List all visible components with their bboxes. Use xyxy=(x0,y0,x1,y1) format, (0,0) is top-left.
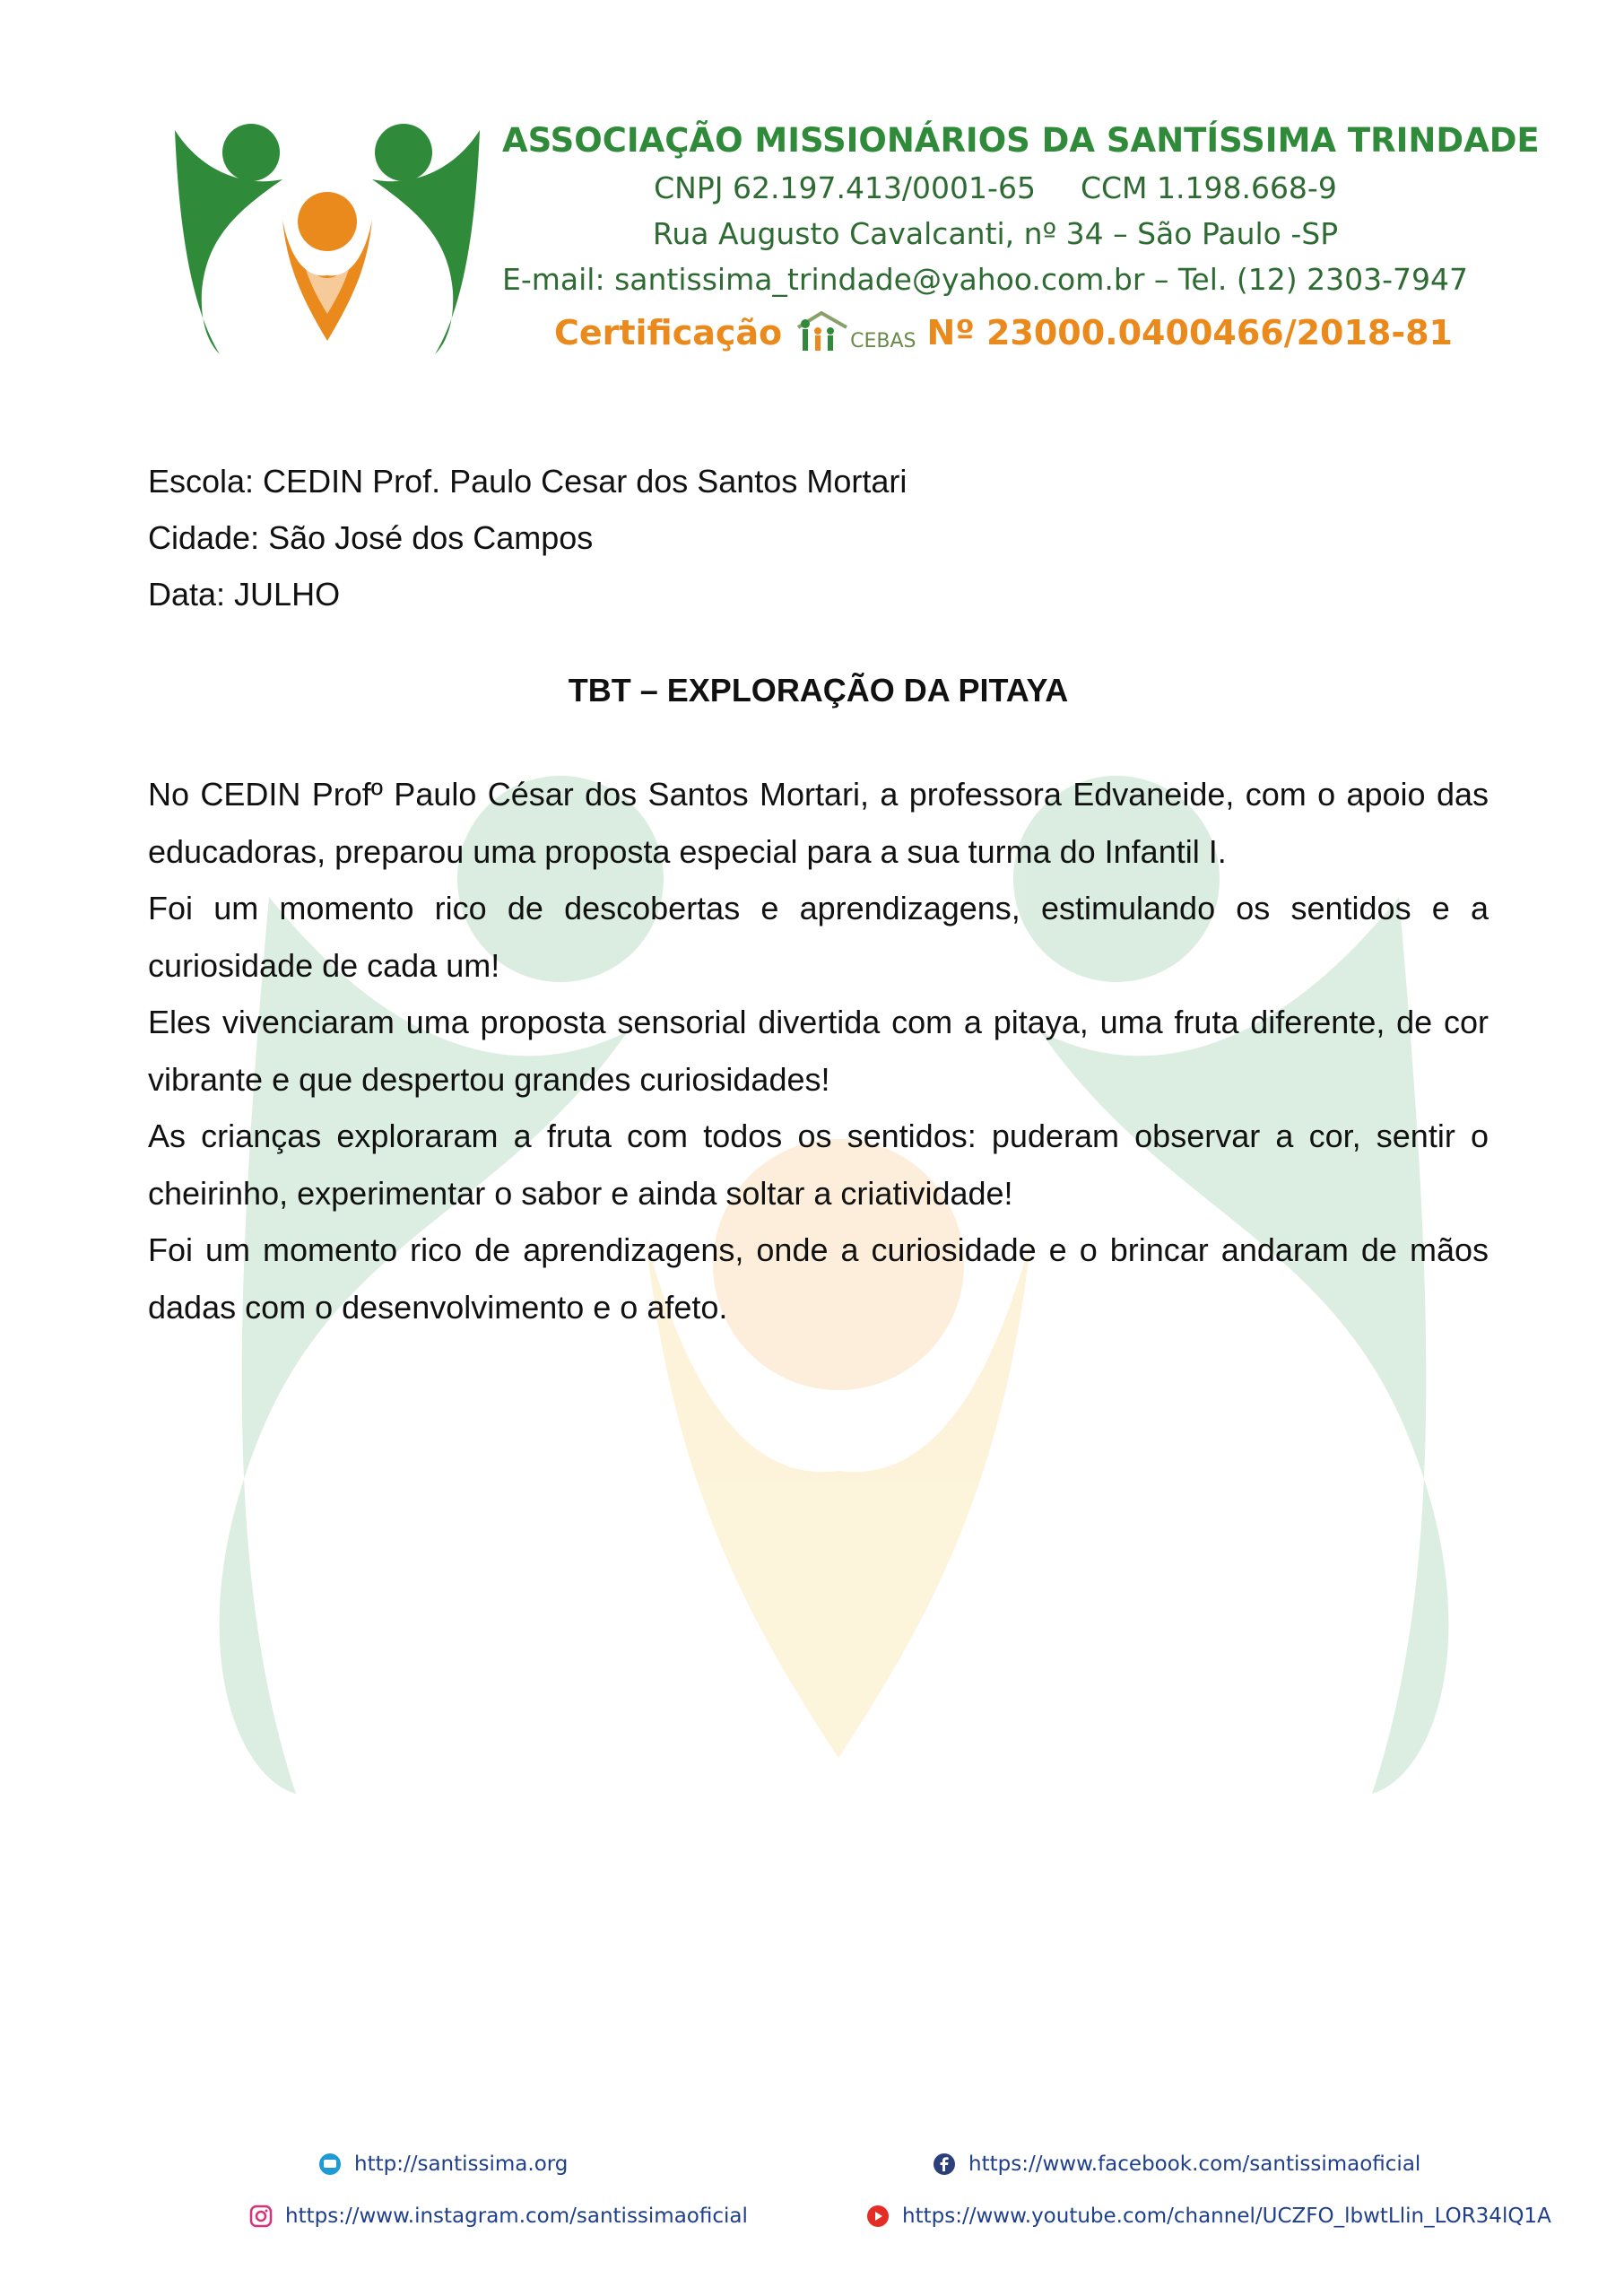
organization-name: ASSOCIAÇÃO MISSIONÁRIOS DA SANTÍSSIMA TRINDADE xyxy=(502,121,1540,160)
paragraph: Foi um momento rico de descobertas e aprendizagens, estimulando os sentidos e a curiosidade de cada um! xyxy=(148,890,1489,984)
website-icon xyxy=(318,2152,342,2176)
youtube-icon xyxy=(866,2205,890,2228)
cebas-label: CEBAS xyxy=(850,330,916,352)
paragraph: No CEDIN Profº Paulo César dos Santos Mortari, a professora Edvaneide, com o apoio das educadoras, preparou uma proposta especial para a sua turma do Infantil I. xyxy=(148,776,1489,870)
organization-logo xyxy=(175,112,480,354)
facebook-url: https://www.facebook.com/santissimaoficial xyxy=(968,2152,1421,2176)
cebas-icon xyxy=(795,311,848,352)
city-line: Cidade: São José dos Campos xyxy=(148,519,594,556)
certification xyxy=(502,309,1453,352)
cnpj: CNPJ 62.197.413/0001-65 xyxy=(654,170,1036,205)
facebook-icon xyxy=(933,2152,956,2176)
paragraph: Eles vivenciaram uma proposta sensorial divertida com a pitaya, uma fruta diferente, de cor vibrante e que despertou grandes curiosidades! xyxy=(148,1004,1489,1098)
letterhead xyxy=(0,0,1624,377)
date-line: Data: JULHO xyxy=(148,576,341,613)
cebas-badge xyxy=(795,309,916,352)
footer-links xyxy=(0,2135,1624,2242)
document-title: TBT – EXPLORAÇÃO DA PITAYA xyxy=(568,672,1069,709)
instagram-url: https://www.instagram.com/santissimaoficial xyxy=(285,2205,748,2228)
youtube-url: https://www.youtube.com/channel/UCZFO_lbwtLlin_LOR34lQ1A xyxy=(902,2205,1551,2228)
paragraph: Foi um momento rico de aprendizagens, onde a curiosidade e o brincar andaram de mãos dadas com o desenvolvimento e o afeto. xyxy=(148,1231,1489,1326)
certification-label: Certificação xyxy=(553,313,783,352)
facebook-link[interactable] xyxy=(933,2152,1420,2176)
website-url: http://santissima.org xyxy=(354,2152,569,2176)
ccm: CCM 1.198.668-9 xyxy=(1080,170,1337,205)
youtube-link[interactable] xyxy=(866,2205,1551,2228)
certification-number: Nº 23000.0400466/2018-81 xyxy=(926,313,1453,352)
school-line: Escola: CEDIN Prof. Paulo Cesar dos Santos Mortari xyxy=(148,463,908,500)
registration-numbers xyxy=(502,170,1453,205)
contact-line: E-mail: santissima_trindade@yahoo.com.br – Tel. (12) 2303-7947 xyxy=(502,262,1468,297)
instagram-icon xyxy=(249,2205,273,2228)
document-body xyxy=(148,453,1489,1335)
organization-info xyxy=(502,121,1540,352)
instagram-link[interactable] xyxy=(249,2205,748,2228)
paragraph: As crianças exploraram a fruta com todos os sentidos: puderam observar a cor, sentir o cheirinho, experimentar o sabor e ainda soltar a criatividade! xyxy=(148,1118,1489,1212)
address: Rua Augusto Cavalcanti, nº 34 – São Paulo -SP xyxy=(652,216,1339,251)
website-link[interactable] xyxy=(318,2152,568,2176)
